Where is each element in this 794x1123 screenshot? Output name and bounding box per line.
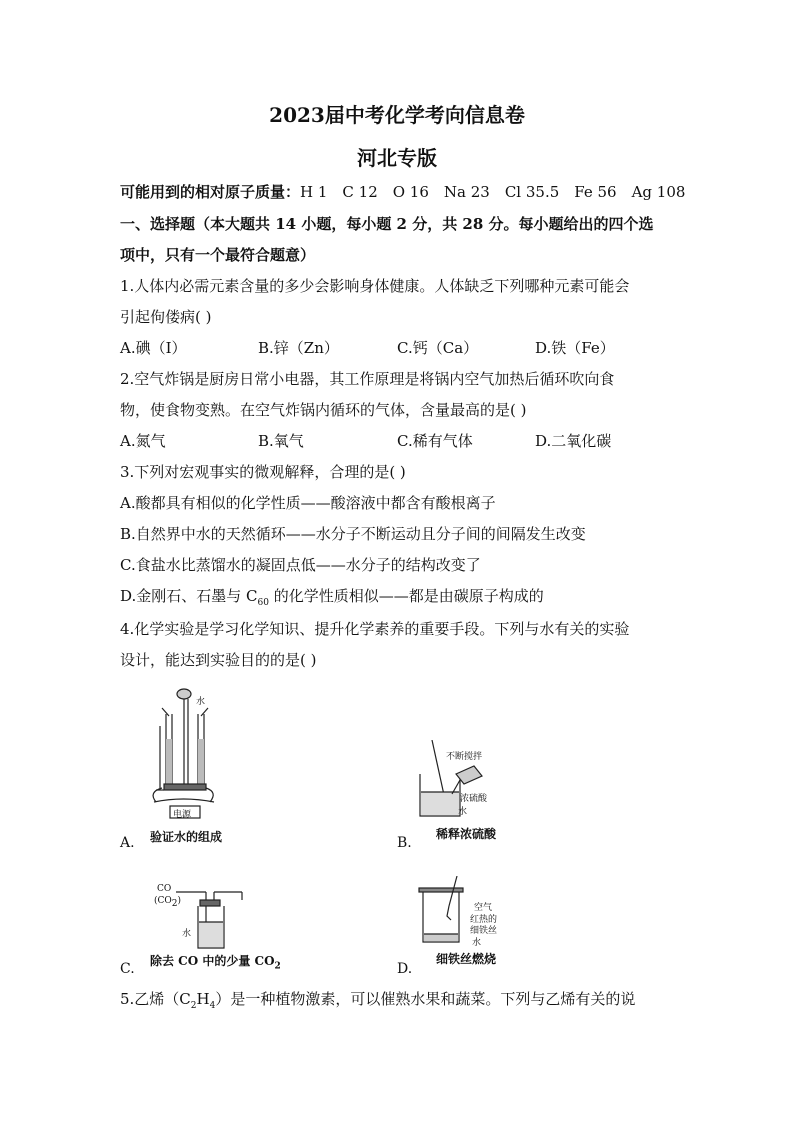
q1-option-c: C.钙（Ca） — [397, 339, 479, 357]
fig-a-water-label: 水 — [196, 697, 206, 707]
fig-b-caption: 稀释浓硫酸 — [436, 827, 497, 841]
q1-option-b: B.锌（Zn） — [258, 339, 339, 357]
q1-option-a: A.碘（I） — [120, 339, 187, 357]
fig-d-caption: 细铁丝燃烧 — [436, 952, 497, 966]
atomic-mass-values: H 1 C 12 O 16 Na 23 Cl 35.5 Fe 56 Ag 108 — [300, 183, 686, 201]
q2-option-a: A.氮气 — [120, 432, 166, 450]
fig-b-letter: B. — [397, 835, 412, 851]
fig-d-letter: D. — [397, 961, 413, 977]
q3-option-d-pre: D.金刚石、石墨与 C — [120, 587, 258, 605]
q5-post: ）是一种植物激素，可以催熟水果和蔬菜。下列与乙烯有关的说 — [215, 990, 636, 1008]
fig-c-gas-co2-pre: (CO — [154, 896, 172, 906]
fig-c-gas-co2-post: ) — [177, 896, 182, 906]
section-heading-line2: 项中，只有一个最符合题意） — [120, 246, 316, 264]
q2-stem-line1: 2.空气炸锅是厨房日常小电器，其工作原理是将锅内空气加热后循环吹向食 — [120, 370, 615, 388]
fig-a-caption: 验证水的组成 — [150, 830, 223, 844]
fig-c-caption — [150, 952, 281, 971]
q3-stem: 3.下列对宏观事实的微观解释，合理的是( ) — [120, 463, 406, 481]
electrolysis-apparatus-figure — [148, 684, 218, 824]
q3-option-a: A.酸都具有相似的化学性质——酸溶液中都含有酸根离子 — [120, 494, 496, 512]
fig-c-gas-co: CO — [157, 884, 172, 894]
q2-option-b: B.氧气 — [258, 432, 304, 450]
q3-option-b: B.自然界中水的天然循环——水分子不断运动且分子间的间隔发生改变 — [120, 525, 586, 543]
q3-option-d — [120, 585, 544, 608]
fig-b-acid-label: 浓硫酸 — [460, 794, 488, 804]
q5-sub2: 4 — [209, 1001, 216, 1011]
q5-sub1: 2 — [190, 1001, 197, 1011]
q1-stem-line2: 引起佝偻病( ) — [120, 308, 212, 326]
q3-option-d-sub: 60 — [257, 598, 269, 608]
fig-c-water-label: 水 — [182, 929, 192, 939]
fig-a-power-label: 电源 — [173, 810, 192, 820]
fig-c-caption-pre: 除去 CO 中的少量 CO — [150, 954, 275, 968]
atomic-mass-label: 可能用到的相对原子质量： — [120, 183, 301, 201]
iron-wire-combustion-figure — [417, 876, 473, 946]
fig-d-wire-label2: 细铁丝 — [470, 926, 498, 936]
q5-stem-line1 — [120, 988, 635, 1011]
exam-title: 2023届中考化学考向信息卷 — [269, 103, 525, 127]
q3-option-d-post: 的化学性质相似——都是由碳原子构成的 — [268, 587, 544, 605]
q2-stem-line2: 物，使食物变熟。在空气炸锅内循环的气体，含量最高的是( ) — [120, 401, 527, 419]
atomic-mass-line — [120, 181, 685, 202]
q1-option-d: D.铁（Fe） — [535, 339, 615, 357]
fig-c-gas-co2 — [154, 896, 181, 909]
fig-b-stir-label: 不断搅拌 — [446, 752, 483, 762]
fig-b-water-label: 水 — [458, 807, 468, 817]
exam-subtitle: 河北专版 — [357, 146, 437, 170]
q2-option-c: C.稀有气体 — [397, 432, 473, 450]
q4-stem-line2: 设计，能达到实验目的的是( ) — [120, 651, 317, 669]
fig-d-water-label: 水 — [472, 938, 482, 948]
gas-wash-bottle-figure — [176, 888, 246, 950]
fig-d-wire-label1: 红热的 — [470, 915, 498, 925]
section-heading-line1: 一、选择题（本大题共 14 小题，每小题 2 分，共 28 分。每小题给出的四个选 — [120, 215, 654, 233]
q5-mid: H — [196, 990, 210, 1008]
fig-c-caption-sub: 2 — [274, 961, 281, 972]
q2-option-d: D.二氧化碳 — [535, 432, 612, 450]
fig-d-air-label: 空气 — [474, 903, 493, 913]
fig-c-gas-co2-sub: 2 — [171, 898, 178, 909]
fig-a-letter: A. — [120, 835, 135, 851]
q3-option-c: C.食盐水比蒸馏水的凝固点低——水分子的结构改变了 — [120, 556, 481, 574]
q1-stem-line1: 1.人体内必需元素含量的多少会影响身体健康。人体缺乏下列哪种元素可能会 — [120, 277, 630, 295]
q5-pre: 5.乙烯（C — [120, 990, 191, 1008]
q4-stem-line1: 4.化学实验是学习化学知识、提升化学素养的重要手段。下列与水有关的实验 — [120, 620, 630, 638]
fig-c-letter: C. — [120, 961, 135, 977]
